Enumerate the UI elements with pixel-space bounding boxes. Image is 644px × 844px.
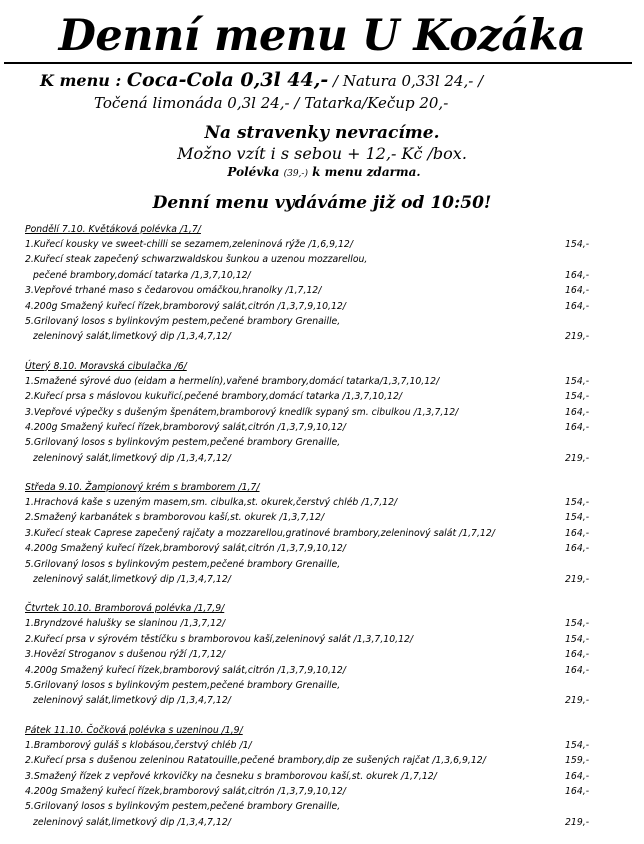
soup-price: (39,-): [283, 169, 308, 179]
menu-item-price: 154,-: [565, 391, 590, 403]
soup-label: Polévka: [227, 165, 280, 179]
menu-item-price: 154,-: [565, 239, 590, 250]
menu-item-line: [25, 693, 615, 708]
menu-item-line: [25, 405, 615, 420]
drinks-offer: [40, 69, 640, 114]
menu-item-price: 154,-: [565, 375, 590, 387]
menu-item-price: 219,-: [565, 574, 590, 586]
menu-item-text: zeleninový salát,limetkový dip /1,3,4,7,12/: [33, 452, 231, 464]
menu-item-line: [25, 799, 615, 814]
menu-item-text: zeleninový salát,limetkový dip /1,3,4,7,12/: [33, 331, 231, 343]
menu-item-text: 3.Vepřové trhané maso s čedarovou omáčkou,hranolky /1,7,12/: [25, 285, 322, 297]
menu-item-line: [25, 314, 615, 329]
menu-item-text: 3.Vepřové výpečky s dušeným špenátem,bramborový knedlík sypaný sm. cibulkou /1,3,7,12/: [25, 406, 459, 418]
menu-item-text: 2.Kuřecí prsa v sýrovém těstíčku s bramborovou kaší,zeleninový salát /1,3,7,10,12/: [25, 633, 414, 645]
menu-item-text: 3.Hovězí Stroganov s dušenou rýží /1,7,12/: [25, 649, 226, 661]
menu-item-line: [25, 815, 615, 830]
menu-item-line: [25, 616, 615, 631]
menu-item-line: [25, 374, 615, 389]
menu-item-text: 2.Kuřecí steak zapečený schwarzwaldskou šunkou a uzenou mozzarellou,: [25, 254, 368, 266]
day-heading: Čtvrtek 10.10. Bramborová polévka /1,7,9/: [25, 603, 225, 615]
menu-item-text: pečené brambory,domácí tatarka /1,3,7,10,12/: [33, 269, 251, 281]
menu-item-price: 164,-: [565, 285, 590, 297]
notices: [0, 122, 644, 182]
menu-item-price: 154,-: [565, 739, 590, 751]
menu-item-line: [25, 451, 615, 466]
menu-item-line: [25, 632, 615, 647]
menu-item-line: [25, 647, 615, 662]
soup-notice: [0, 164, 644, 182]
menu-item-price: 164,-: [565, 527, 590, 539]
menu-item-price: 164,-: [565, 770, 590, 782]
vouchers-notice: Na stravenky nevracíme.: [204, 123, 440, 143]
menu-item-text: 5.Grilovaný losos s bylinkovým pestem,pečené brambory Grenaille,: [25, 801, 341, 813]
drinks-coke: Coca-Cola 0,3l 44,-: [126, 69, 329, 91]
day-heading: Středa 9.10. Žampionový krém s bramborem /1,7/: [25, 482, 260, 494]
title-underline: [4, 62, 632, 64]
menu-item-text: 1.Bramborový guláš s klobásou,čerstvý chléb /1/: [25, 739, 252, 751]
day-heading: Pátek 11.10. Čočková polévka s uzeninou /1,9/: [25, 724, 243, 736]
daily-menu-list: [25, 222, 615, 844]
menu-item-line: [25, 283, 615, 298]
menu-item-line: [25, 299, 615, 314]
menu-item-line: [25, 526, 615, 541]
menu-item-price: 154,-: [565, 497, 590, 509]
menu-item-price: 164,-: [565, 406, 590, 418]
menu-item-text: 1.Smažené sýrové duo (eidam a hermelín),vařené brambory,domácí tatarka/1,3,7,10,12/: [25, 375, 440, 387]
menu-item-line: [25, 435, 615, 450]
menu-item-text: 4.200g Smažený kuřecí řízek,bramborový salát,citrón /1,3,7,9,10,12/: [25, 785, 346, 797]
menu-item-text: 2.Smažený karbanátek s bramborovou kaší,st. okurek /1,3,7,12/: [25, 512, 325, 524]
menu-item-price: 164,-: [565, 300, 590, 312]
menu-item-text: 5.Grilovaný losos s bylinkovým pestem,pečené brambory Grenaille,: [25, 679, 341, 691]
menu-item-text: 4.200g Smažený kuřecí řízek,bramborový salát,citrón /1,3,7,9,10,12/: [25, 664, 346, 676]
menu-item-line: [25, 784, 615, 799]
menu-item-line: [25, 510, 615, 525]
menu-item-line: [25, 389, 615, 404]
menu-item-text: zeleninový salát,limetkový dip /1,3,4,7,12/: [33, 695, 231, 707]
menu-item-line: [25, 557, 615, 572]
menu-item-price: 164,-: [565, 543, 590, 555]
menu-item-price: 219,-: [565, 452, 590, 464]
menu-item-text: 1.Hrachová kaše s uzeným masem,sm. cibulka,st. okurek,čerstvý chléb /1,7,12/: [25, 497, 398, 509]
page-title: Denní menu U Kozáka: [58, 11, 586, 61]
day-section: [25, 480, 615, 587]
menu-item-line: [25, 420, 615, 435]
menu-item-text: 4.200g Smažený kuřecí řízek,bramborový salát,citrón /1,3,7,9,10,12/: [25, 543, 346, 555]
menu-item-line: [25, 738, 615, 753]
menu-item-price: 219,-: [565, 816, 590, 828]
menu-item-text: 5.Grilovaný losos s bylinkovým pestem,pečené brambory Grenaille,: [25, 558, 341, 570]
serving-time-notice: Denní menu vydáváme již od 10:50!: [152, 193, 492, 213]
day-section: [25, 723, 615, 830]
menu-item-text: 2.Kuřecí prsa s dušenou zeleninou Ratatouille,pečené brambory,dip ze sušených rajčat /1,3,6,9,12/: [25, 755, 486, 767]
menu-item-text: 5.Grilovaný losos s bylinkovým pestem,pečené brambory Grenaille,: [25, 437, 341, 449]
menu-item-text: 1.Bryndzové halušky se slaninou /1,3,7,12/: [25, 618, 226, 630]
menu-item-line: [25, 753, 615, 768]
day-heading: Úterý 8.10. Moravská cibulačka /6/: [25, 360, 187, 372]
drinks-line1-rest: / Natura 0,33l 24,- /: [328, 72, 484, 90]
menu-item-text: 4.200g Smažený kuřecí řízek,bramborový salát,citrón /1,3,7,9,10,12/: [25, 421, 346, 433]
menu-item-line: [25, 237, 615, 252]
menu-item-text: zeleninový salát,limetkový dip /1,3,4,7,12/: [33, 816, 231, 828]
menu-item-text: zeleninový salát,limetkový dip /1,3,4,7,12/: [33, 574, 231, 586]
menu-item-price: 164,-: [565, 421, 590, 433]
menu-item-line: [25, 495, 615, 510]
menu-item-line: [25, 663, 615, 678]
menu-item-price: 219,-: [565, 331, 590, 343]
menu-item-text: 2.Kuřecí prsa s máslovou kukuřicí,pečené brambory,domácí tatarka /1,3,7,10,12/: [25, 391, 403, 403]
menu-item-price: 154,-: [565, 633, 590, 645]
menu-item-price: 154,-: [565, 618, 590, 630]
menu-item-line: [25, 329, 615, 344]
menu-item-text: 4.200g Smažený kuřecí řízek,bramborový salát,citrón /1,3,7,9,10,12/: [25, 300, 346, 312]
menu-item-line: [25, 572, 615, 587]
menu-item-text: 3.Kuřecí steak Caprese zapečený rajčaty a mozzarellou,gratinové brambory,zeleninový salát /1,7,12/: [25, 527, 495, 539]
menu-item-line: [25, 541, 615, 556]
menu-item-price: 164,-: [565, 664, 590, 676]
menu-item-text: 3.Smažený řízek z vepřové krkovičky na česneku s bramborovou kaší,st. okurek /1,7,12/: [25, 770, 437, 782]
menu-item-line: [25, 268, 615, 283]
menu-item-text: 5.Grilovaný losos s bylinkovým pestem,pečené brambory Grenaille,: [25, 315, 341, 327]
menu-item-line: [25, 678, 615, 693]
day-section: [25, 601, 615, 708]
menu-item-price: 164,-: [565, 785, 590, 797]
drinks-line2: Točená limonáda 0,3l 24,- / Tatarka/Kečup 20,-: [94, 94, 449, 112]
takeaway-notice: Možno vzít i s sebou + 12,- Kč /box.: [177, 144, 467, 163]
menu-item-text: 1.Kuřecí kousky ve sweet-chilli se sezamem,zeleninová rýže /1,6,9,12/: [25, 239, 353, 250]
menu-item-price: 164,-: [565, 269, 590, 281]
menu-item-line: [25, 769, 615, 784]
menu-item-line: [25, 252, 615, 267]
soup-free: k menu zdarma.: [312, 165, 421, 179]
day-section: [25, 359, 615, 466]
drinks-prefix: K menu :: [40, 71, 127, 90]
menu-item-price: 154,-: [565, 512, 590, 524]
day-heading: Pondělí 7.10. Květáková polévka /1,7/: [25, 224, 201, 235]
menu-item-price: 164,-: [565, 649, 590, 661]
menu-item-price: 159,-: [565, 755, 590, 767]
day-section: [25, 222, 615, 345]
menu-item-price: 219,-: [565, 695, 590, 707]
